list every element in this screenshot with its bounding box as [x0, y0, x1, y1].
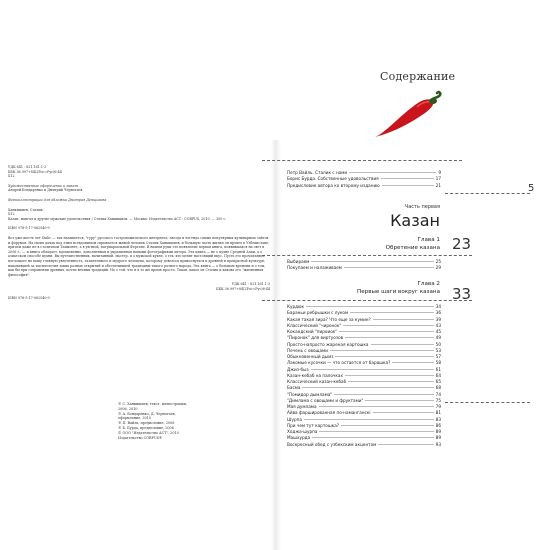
contents-title: Содержание — [380, 70, 456, 83]
toc-entry-page: 65 — [435, 379, 441, 384]
toc-entry-title: Машхурда — [287, 435, 311, 441]
toc-row[interactable] — [287, 442, 441, 448]
copyright-line: оформление, 2010 — [118, 416, 152, 421]
toc-row[interactable]: Предисловие автора ко второму изданию 21 — [287, 182, 441, 188]
toc-entry-title: Бараньи ребрышки с луком — [287, 310, 349, 316]
toc-entry-title: Шурпа — [287, 416, 302, 422]
toc-entry-page: 57 — [435, 354, 441, 359]
toc-entry-page: 34 — [435, 304, 441, 309]
toc-entry-page: 43 — [435, 322, 441, 328]
toc-entry-title: Классический казан-кебаб — [287, 379, 347, 384]
chapter-1-rule — [262, 255, 472, 256]
bbk-line: ББК 36.997+84(2Рос=Рус)6-44 — [8, 169, 62, 174]
copyright-line: 2006, 2010 — [118, 406, 138, 411]
toc-entry-page: 75 — [435, 397, 441, 403]
art-credit: Художественное оформление и макет — [8, 183, 78, 188]
toc-row[interactable]: Борис Бурда. Собственные удовольствия 17 — [287, 176, 441, 182]
toc-entry-page: 39 — [435, 316, 441, 322]
toc-entry-page: 58 — [435, 360, 441, 366]
page-number: 5 — [528, 183, 535, 194]
udk-line: УДК 641 : 821.161.1-3 — [8, 165, 47, 169]
toc-entry-page: 50 — [435, 341, 441, 347]
toc-entry-title: "Димлама с овощами и фруктами" — [287, 397, 364, 403]
imprint-page — [8, 165, 270, 301]
part-title: Казан — [390, 211, 440, 230]
toc-row[interactable]: Петр Вайль. Сталик с нами 9 — [287, 170, 441, 175]
annotation-text: Вот уже шесть лет Stalic — так называется, "гуру" русского гастрономического интернета, звезда и легенда самых популярных кулинарных сайтов и форумов. На своих дачах под этим псевдонимом скрывается живой человек Сталик Ханкишиев, и большую часть жизни он провел в Узбекистане, причем даже не в столичном Ташкенте, а в уютной, патриархальной Фергане. В нашем руки это появление первая книга, появившаяся на свет в 2006 г., — и книга обладает, вдохновенно, дополненная и украшенная новыми фотографиями автора. Эта книга — не о кухне Средней Азии, а о азиатском способе кухни. Вы путешественник, начитанный, мастер, и о мужской кухне, о тех, кто ценит настоящий вкус. Пусть это прочитанное поглощает на вашу главную увлеченность, талантливого и мудрого человека, которому довелось прикоснуться к древней и прекрасной культуре, накопившей за тысячелетия таких разных открытий и обеспечившей традициям такого разного народа. Эта книга — о большом времени и о том, как бы при сохранении древних, почти вечных традиций. Но о той, что и в то же время просто. Такая, какое он Сталик и какова его "жизненная философия". — [8, 235, 270, 277]
copyright-line: © Б. Бурда, предисловие, 2006 — [118, 425, 174, 430]
toc-entry-title: Айва фаршированная по-наманганскі — [287, 410, 371, 416]
author-line: Ханкишиев, Сталик. — [8, 207, 44, 212]
toc-entry-page: 74 — [435, 391, 441, 397]
toc-entry-page: 45 — [435, 329, 441, 334]
copyright-line: © ООО "Издательство АСТ", 2010 — [118, 430, 179, 435]
chili-pepper-image — [355, 85, 445, 145]
page-fold — [271, 140, 281, 550]
toc-row[interactable]: Покупаем и налаживаем 29 — [287, 265, 441, 271]
toc-entry-title: При чем тут картошка? — [287, 422, 339, 428]
toc-entry-title: "Пиронок" для виртуозов — [287, 335, 344, 341]
isbn-line: ISBN 978-5-17-062540-9 — [8, 226, 50, 231]
chapter-1-list — [287, 259, 441, 272]
chapter-2-list — [287, 304, 441, 448]
chapter-2-label: Глава 2 — [417, 281, 440, 287]
toc-entry-title: Ходжа-шурпа — [287, 429, 318, 434]
toc-entry-page: 79 — [435, 404, 441, 409]
toc-entry-page: 89 — [435, 435, 441, 441]
toc-entry-page: 81 — [435, 410, 441, 416]
bib-code: Х12 — [8, 212, 15, 217]
chapter-1-label: Глава 1 — [417, 237, 440, 243]
toc-entry-page: 49 — [435, 335, 441, 341]
chapter-1-heading — [280, 237, 440, 252]
toc-entry-page: 93 — [435, 441, 441, 447]
toc-entry-page: 68 — [435, 385, 441, 391]
toc-entry-title: Обыкновенный дымз — [287, 354, 334, 359]
toc-entry-title: Мая думлама — [287, 404, 317, 409]
toc-entry-title: Лакомые кусочки — что остается от барашка? — [287, 360, 391, 366]
copyright-line: © С. Ханкишиев, текст, иллюстрации, — [118, 402, 187, 406]
index-code: Х12 — [8, 174, 15, 179]
toc-entry-title: Кокандский "пироиок" — [287, 329, 338, 334]
toc-entry-title: Воскресный обед с узбекским акцентом — [287, 441, 377, 447]
toc-entry-page: 89 — [435, 429, 441, 434]
chapter-2-side-rule — [445, 402, 530, 403]
chapter-1-page: 23 — [452, 235, 472, 253]
toc-row[interactable]: Выбираем 25 — [287, 259, 441, 264]
copyright-line: © А. Бондаренко, Д. Черногаев, — [118, 411, 176, 416]
copyright-line: © П. Вайль, предисловие, 2006 — [118, 421, 175, 426]
udk-bottom: УДК 641 : 821.161.1-3 — [231, 282, 270, 287]
intro-rule — [445, 193, 530, 194]
part-label: Часть первая — [404, 204, 440, 210]
toc-entry-title: Казан-кебаб на палочках — [287, 372, 343, 378]
bib-description: Казан, мангал и другие мужские удовольствия / Сталик Ханкишиев. — Москва: Издательство АСТ : CORPUS, 2010. — 300 с. — [8, 216, 227, 221]
chapter-2-page: 33 — [452, 285, 472, 303]
toc-entry-title: Басма — [287, 385, 301, 391]
intro-list — [287, 170, 441, 189]
chapter-2-title: Первые шаги вокруг казана — [357, 288, 440, 295]
toc-entry-title: Просто-напросто жареная картошка — [287, 341, 369, 347]
bbk-bottom: ББК 36.997+84(2Рос=Рус)6-44 — [216, 286, 270, 291]
toc-entry-page: 53 — [435, 347, 441, 353]
art-names: Андрей Бондаренко и Дмитрий Черногаев — [8, 188, 83, 193]
header-rule — [262, 160, 462, 161]
isbn-bottom: ISBN 978-5-17-062540-9 — [8, 296, 50, 301]
toc-entry-page: 61 — [435, 366, 441, 372]
chapter-2-rule — [262, 300, 472, 301]
toc-entry-title: Какая такая зира? Что еще за кумин? — [287, 316, 371, 322]
copyright-line: Издательство CORPUS® — [118, 435, 163, 440]
toc-entry-title: Классический "чиронок" — [287, 322, 342, 328]
photo-credit: Фотоиллюстрации для обложки Дмитрия Денщикова — [8, 197, 107, 202]
toc-entry-page: 36 — [435, 310, 441, 316]
toc-entry-page: 64 — [435, 372, 441, 378]
toc-entry-title: "Помидор дымлама" — [287, 391, 333, 397]
toc-entry-title: Курдюк — [287, 304, 305, 309]
chapter-1-title: Обретение казана — [385, 244, 440, 251]
copyright-block — [118, 402, 268, 440]
toc-entry-page: 83 — [435, 416, 441, 422]
toc-entry-title: Печень с овощами — [287, 347, 328, 353]
toc-entry-page: 86 — [435, 422, 441, 428]
toc-entry-title: Джиз-быз — [287, 366, 309, 372]
chapter-2-heading — [280, 281, 440, 296]
